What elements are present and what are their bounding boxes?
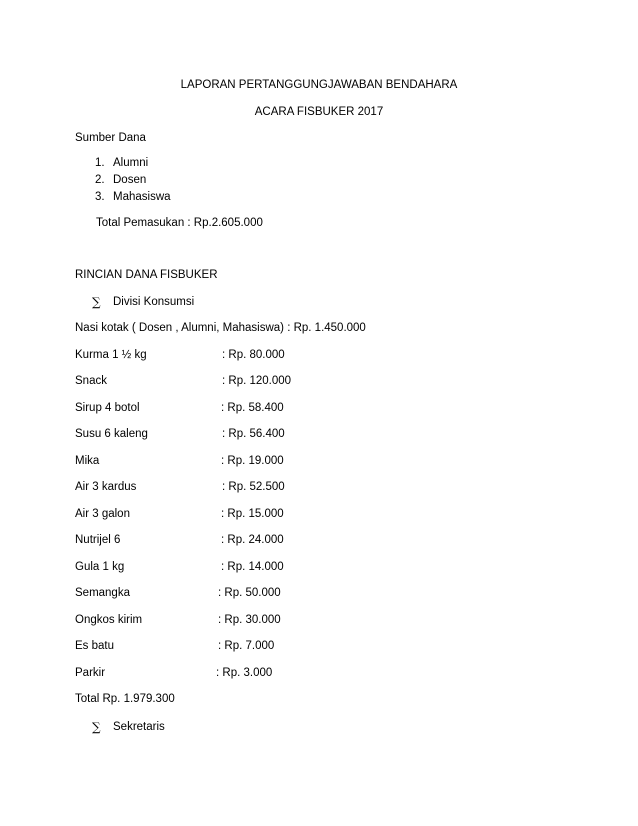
sumber-dana-label: Sumber Dana [75,132,146,144]
sekretaris-label: Sekretaris [113,721,165,733]
expense-item: Air 3 galon [75,508,130,520]
expense-amount: : Rp. 15.000 [221,508,284,520]
expense-item: Kurma 1 ½ kg [75,349,147,361]
expense-amount: : Rp. 120.000 [222,375,292,387]
expense-amount: : Rp. 3.000 [216,667,273,679]
expense-item: Gula 1 kg [75,561,125,573]
list-item-number: 2. [95,174,105,186]
list-item-number: 1. [95,157,105,169]
expense-amount: : Rp. 24.000 [221,534,284,546]
expense-amount: : Rp. 7.000 [218,640,275,652]
sigma-bullet-icon: ∑ [92,295,101,309]
expense-amount: : Rp. 80.000 [222,349,285,361]
list-item-label: Alumni [113,157,149,169]
report-title: LAPORAN PERTANGGUNGJAWABAN BENDAHARA [180,79,458,91]
expense-amount: : Rp. 14.000 [221,561,284,573]
expense-item: Snack [75,375,107,387]
expense-item: Sirup 4 botol [75,402,140,414]
expense-amount: : Rp. 50.000 [218,587,281,599]
list-item-label: Dosen [113,174,147,186]
total-konsumsi: Total Rp. 1.979.300 [75,693,175,705]
report-subtitle: ACARA FISBUKER 2017 [254,106,384,118]
rincian-heading: RINCIAN DANA FISBUKER [75,269,218,281]
expense-amount: : Rp. 30.000 [218,614,281,626]
expense-item: Air 3 kardus [75,481,137,493]
expense-item: Semangka [75,587,130,599]
expense-amount: : Rp. 52.500 [222,481,285,493]
expense-amount: : Rp. 58.400 [221,402,284,414]
expense-amount: : Rp. 19.000 [221,455,284,467]
expense-amount: : Rp. 56.400 [222,428,285,440]
expense-item: Es batu [75,640,114,652]
expense-item: Susu 6 kaleng [75,428,148,440]
list-item-label: Mahasiswa [113,191,171,203]
total-pemasukan: Total Pemasukan : Rp.2.605.000 [96,217,263,229]
expense-item: Mika [75,455,100,467]
divisi-konsumsi-label: Divisi Konsumsi [113,296,195,308]
expense-item: Ongkos kirim [75,614,143,626]
expense-item: Parkir [75,667,106,679]
sigma-bullet-icon: ∑ [92,720,101,734]
expense-item: Nutrijel 6 [75,534,121,546]
list-item-number: 3. [95,191,105,203]
nasi-kotak-line: Nasi kotak ( Dosen , Alumni, Mahasiswa) : Rp. 1.450.000 [75,322,366,334]
